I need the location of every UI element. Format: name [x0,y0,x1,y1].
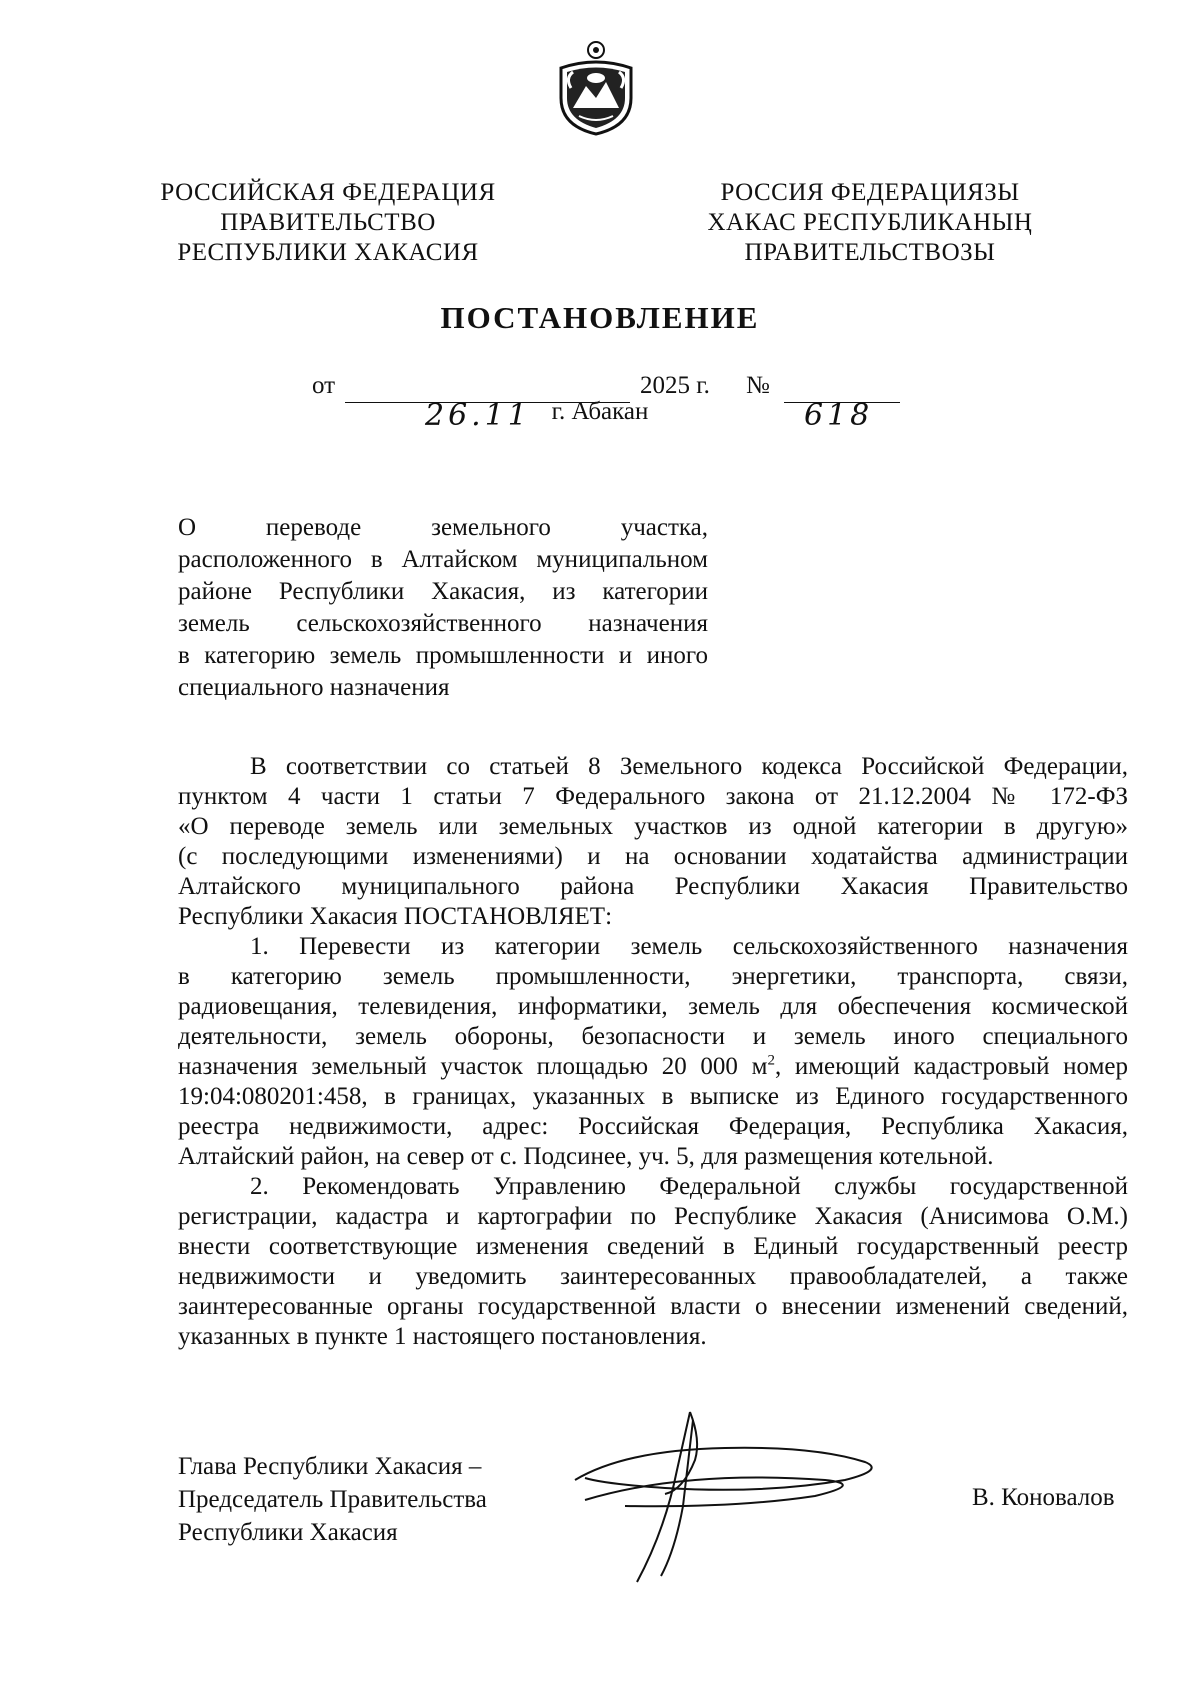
body-line: деятельности, земель обороны, безопасности и земель иного специального [178,1023,1128,1050]
signatory-position-line: Республики Хакасия [178,1519,398,1546]
header-right [690,178,1050,268]
signatory-name: В. Коновалов [972,1484,1115,1511]
header-right-line: ХАКАС РЕСПУБЛИКАНЫҢ [707,209,1033,236]
body-line: Алтайского муниципального района Республики Хакасия Правительство [178,873,1128,900]
area-text: назначения земельный участок площадью 20 000 м [178,1053,768,1080]
body-line: 1. Перевести из категории земель сельскохозяйственного назначения [250,933,1128,960]
subject-line: в категорию земель промышленности и иного [178,642,708,669]
signatory-position-line: Глава Республики Хакасия – [178,1453,482,1480]
header-left-line: РОССИЙСКАЯ ФЕДЕРАЦИЯ [160,179,496,206]
subject-line: О переводе земельного участка, [178,514,708,541]
body-line: в категорию земель промышленности, энергетики, транспорта, связи, [178,963,1128,990]
body-line: регистрации, кадастра и картографии по Республике Хакасия (Анисимова О.М.) [178,1203,1128,1230]
handwritten-date: 26.11 [425,398,531,433]
document-type-title: ПОСТАНОВЛЕНИЕ [440,300,760,335]
handwritten-number: 618 [804,398,874,433]
handwritten-signature-icon [565,1410,925,1590]
header-right-line: РОССИЯ ФЕДЕРАЦИЯЗЫ [720,179,1020,206]
header-left [158,178,498,268]
coat-of-arms-icon [551,38,641,138]
body-line: «О переводе земель или земельных участков из одной категории в другую» [178,813,1128,840]
header-right-line: ПРАВИТЕЛЬСТВОЗЫ [744,239,996,266]
body-line: недвижимости и уведомить заинтересованных правообладателей, а также [178,1263,1128,1290]
body-line: В соответствии со статьей 8 Земельного кодекса Российской Федерации, [250,753,1128,780]
signatory-position-line: Председатель Правительства [178,1486,487,1513]
header-left-line: РЕСПУБЛИКИ ХАКАСИЯ [177,239,479,266]
body-line: указанных в пункте 1 настоящего постановления. [178,1323,707,1350]
body-line: 2. Рекомендовать Управлению Федеральной службы государственной [250,1173,1128,1200]
area-unit-superscript: 2 [767,1052,775,1069]
body-line: пунктом 4 части 1 статьи 7 Федерального закона от 21.12.2004 № 172-ФЗ [178,783,1128,810]
body-line: радиовещания, телевидения, информатики, земель для обеспечения космической [178,993,1128,1020]
document-subject [178,512,708,704]
subject-line: расположенного в Алтайском муниципальном [178,546,708,573]
header-left-line: ПРАВИТЕЛЬСТВО [220,209,436,236]
subject-line: земель сельскохозяйственного назначения [178,610,708,637]
document-body [178,752,1128,1352]
subject-line: специального назначения [178,674,450,701]
body-line: Алтайский район, на север от с. Подсинее, уч. 5, для размещения котельной. [178,1143,994,1170]
city-label: г. Абакан [551,398,649,425]
body-line: внести соответствующие изменения сведений в Единый государственный реестр [178,1233,1128,1260]
body-line: (с последующими изменениями) и на основании ходатайства администрации [178,843,1128,870]
body-line: 19:04:080201:458, в границах, указанных в выписке из Единого государственного [178,1083,1128,1110]
subject-line: районе Республики Хакасия, из категории [178,578,708,605]
body-line-area [178,1052,1128,1082]
number-prefix: № [746,372,770,399]
year-label: 2025 г. [640,372,710,399]
body-line: заинтересованные органы государственной власти о внесении изменений сведений, [178,1293,1128,1320]
signatory-position [178,1450,487,1549]
body-line: Республики Хакасия ПОСТАНОВЛЯЕТ: [178,903,613,930]
body-line: реестра недвижимости, адрес: Российская Федерация, Республика Хакасия, [178,1113,1128,1140]
date-prefix: от [312,372,336,399]
area-text-cont: , имеющий кадастровый номер [774,1053,1128,1080]
